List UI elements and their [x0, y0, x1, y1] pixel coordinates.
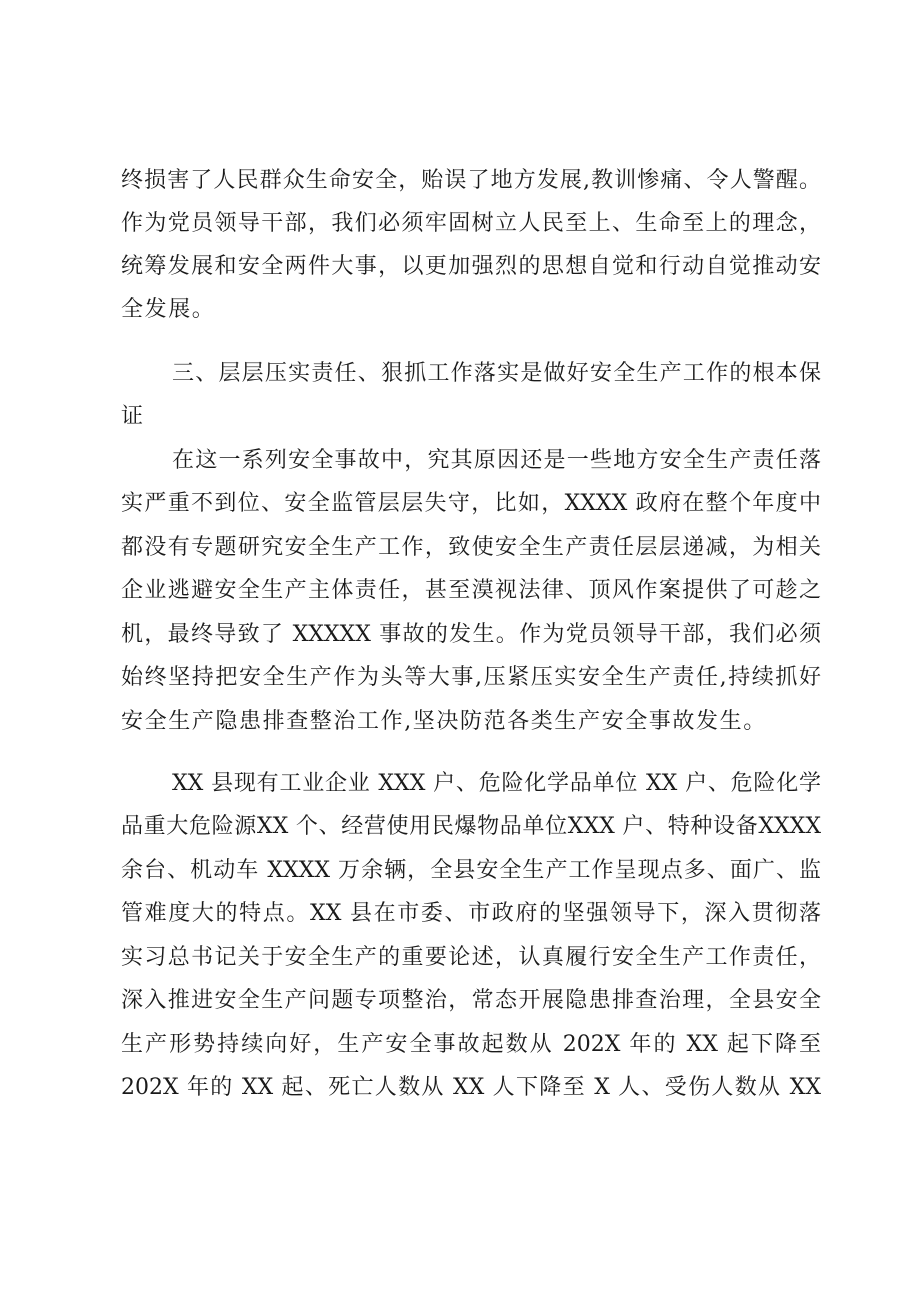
text-line: 202X 年的 XX 起、死亡人数从 XX 人下降至 X 人、受伤人数从 XX	[121, 1075, 821, 1100]
text-line: 余台、机动车 XXXX 万余辆，全县安全生产工作呈现点多、面广、监	[121, 858, 821, 883]
text-line: 始终坚持把安全生产作为头等大事,压紧压实安全生产责任,持续抓好	[121, 665, 821, 690]
text-line: 都没有专题研究安全生产工作，致使安全生产责任层层递减，为相关	[121, 535, 821, 560]
text-line: 企业逃避安全生产主体责任，甚至漠视法律、顶风作案提供了可趁之	[121, 578, 821, 603]
text-line: 管难度大的特点。XX 县在市委、市政府的坚强领导下，深入贯彻落	[121, 901, 821, 926]
text-line: 统筹发展和安全两件大事，以更加强烈的思想自觉和行动自觉推动安	[121, 254, 821, 279]
text-line: 在这一系列安全事故中，究其原因还是一些地方安全生产责任落	[172, 448, 821, 473]
text-line: 机，最终导致了 XXXXX 事故的发生。作为党员领导干部，我们必须	[121, 622, 821, 647]
text-line: 深入推进安全生产问题专项整治，常态开展隐患排查治理，全县安全	[121, 988, 821, 1013]
text-line: 实严重不到位、安全监管层层失守，比如，XXXX 政府在整个年度中	[121, 491, 821, 516]
text-line: 终损害了人民群众生命安全，贻误了地方发展,教训惨痛、令人警醒。	[121, 168, 821, 193]
heading-line: 三、层层压实责任、狠抓工作落实是做好安全生产工作的根本保	[172, 361, 821, 386]
text-line: 安全生产隐患排查整治工作,坚决防范各类生产安全事故发生。	[121, 709, 767, 734]
text-line: 生产形势持续向好，生产安全事故起数从 202X 年的 XX 起下降至	[121, 1032, 821, 1057]
text-line: 作为党员领导干部，我们必须牢固树立人民至上、生命至上的理念，	[121, 211, 821, 236]
text-line: XX 县现有工业企业 XXX 户、危险化学品单位 XX 户、危险化学	[172, 771, 821, 796]
text-line: 品重大危险源XX 个、经营使用民爆物品单位XXX 户、特种设备XXXX	[121, 814, 821, 839]
text-line: 实习总书记关于安全生产的重要论述，认真履行安全生产工作责任，	[121, 945, 821, 970]
heading-line: 证	[121, 404, 145, 429]
text-line: 全发展。	[121, 297, 216, 322]
